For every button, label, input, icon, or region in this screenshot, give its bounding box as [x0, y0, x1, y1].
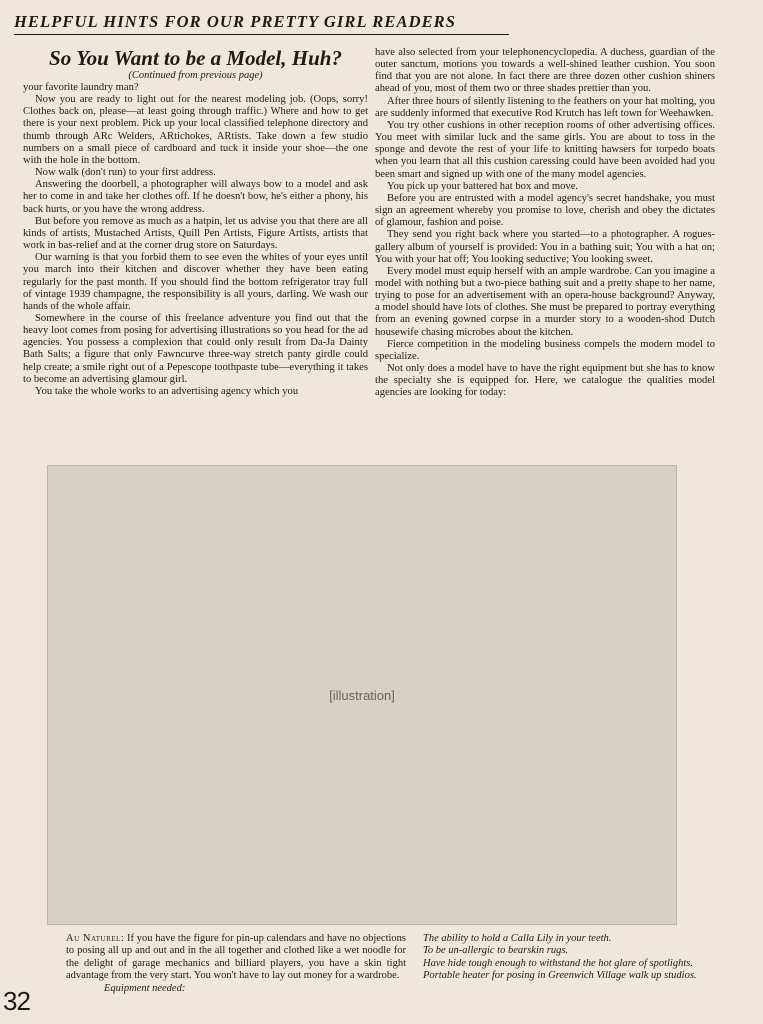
illustration-placeholder: [illustration] — [329, 687, 395, 703]
equipment-item: To be un-allergic to bearskin rugs. — [423, 945, 569, 957]
paragraph: After three hours of silently listening to the feathers on your hat molting, you are suddenly informed that executive Rod Krutch has left town for Weehawken. — [375, 95, 715, 119]
equipment-item: The ability to hold a Calla Lily in your teeth. — [423, 933, 612, 944]
continued-note: (Continued from previous page) — [128, 70, 263, 81]
equipment-list — [423, 933, 728, 983]
caption-text — [66, 933, 406, 995]
paragraph: Somewhere in the course of this freelance adventure you find out that the heavy loot comes from posing for advertising illustrations so you head for the ad agencies. You possess a complexion that could only result from Da-Ja Dainty Bath Salts; a figure that only Fawncurve three-way stretch panty girdle could help create; a smile right out of a Pepescope toothpaste tube—everything it takes to become an advertising glamour girl. — [23, 312, 368, 385]
paragraph: They send you right back where you started—to a photographer. A rogues-gallery album of yourself is provided: You in a bathing suit; You with a hat on; You with your hat off; You looking seductive; You looking sweet. — [375, 229, 715, 265]
paragraph: Every model must equip herself with an ample wardrobe. Can you imagine a model with nothing but a two-piece bathing suit and a pretty shape to her name, trying to pose for an advertisement with an opera-house background? Anyway, a model should have lots of clothes. She must be prepared to portray everything from an evening gowned corpse in a murder story to a wooden-shod Dutch housewife chasing microbes about the kitchen. — [375, 265, 715, 338]
paragraph: Answering the doorbell, a photographer will always bow to a model and ask her to come in and take her clothes off. If he doesn't bow, he's either a phony, his back hurts, or you have the wrong address. — [23, 179, 368, 215]
article-title: So You Want to be a Model, Huh? — [49, 46, 342, 70]
page-number: 32 — [3, 986, 30, 1016]
paragraph: You try other cushions in other reception rooms of other advertising offices. You meet with similar luck and the same girls. You are about to toss in the sponge and devote the rest of your life to knitting hawsers for torpedo boats when you learn that all this cushion caressing could have been avoided had you been smart and signed up with one of the many model agencies. — [375, 119, 715, 180]
paragraph: You take the whole works to an advertising agency which you — [35, 385, 299, 397]
caption-body: If you have the figure for pin-up calendars and have no objections to posing all up and out and in the all together and clothed like a wet noodle for the delight of garage mechanics and billiard players, you have a skin tight advantage from the very start. You won't have to lay out money for a wardrobe. — [66, 933, 406, 982]
paragraph: You pick up your battered hat box and move. — [387, 180, 579, 192]
paragraph: have also selected from your telephonencyclopedia. A duchess, guardian of the outer sanctum, motions you towards a well-shined leather cushion. You soon find that you are not alone. In fact there are three dozen other cushion shiners ahead of you, most of them two or three shades prettier than you. — [375, 47, 715, 95]
article-column-right — [375, 47, 715, 400]
paragraph: Now you are ready to light out for the nearest modeling job. (Oops, sorry! Clothes back on, please—at least going through traffic.) Where and how to get there is your next problem. Pick up your local classified telephone directory and thumb through ARc Welders, ARtichokes, ARtists. Take down a few studio numbers on a small piece of cardboard and tuck it inside your shoe—the one with the hole in the bottom. — [23, 94, 368, 166]
equipment-label: Equipment needed: — [104, 982, 186, 994]
paragraph: Fierce competition in the modeling business compels the modern model to specialize. — [375, 338, 715, 362]
paragraph: Our warning is that you forbid them to see even the whites of your eyes until you march into their kitchen and discover whether they have been eating regularly for the past month. If you should find the bottom refrigerator tray full of vintage 1939 champagne, the responsibility is all yours, darling. We wash our hands of the whole affair. — [23, 252, 368, 312]
equipment-item: Portable heater for posing in Greenwich Village walk up studios. — [423, 970, 697, 982]
caption-heading: Au Naturel: — [66, 933, 125, 944]
paragraph: But before you remove as much as a hatpin, let us advise you that there are all kinds of artists, Mustached Artists, Quill Pen Artists, Figure Artists, artists that work in bas-relief and at the corner drug store on Saturdays. — [23, 215, 368, 252]
cartoon-illustration — [47, 465, 677, 925]
paragraph: Before you are entrusted with a model agency's secret handshake, you must sign an agreement whereby you promise to love, cherish and obey the dictates of glamour, fashion and poise. — [375, 192, 715, 229]
paragraph: Now walk (don't run) to your first address. — [35, 167, 216, 179]
paragraph: your favorite laundry man? — [23, 82, 139, 93]
article-column-left — [23, 46, 368, 398]
section-header: HELPFUL HINTS FOR OUR PRETTY GIRL READERS — [14, 12, 509, 35]
paragraph: Not only does a model have to have the right equipment but she has to know the specialty she is equipped for. Here, we catalogue the qualities model agencies are looking for today: — [375, 363, 715, 399]
equipment-item: Have hide tough enough to withstand the hot glare of spotlights. — [423, 957, 693, 969]
